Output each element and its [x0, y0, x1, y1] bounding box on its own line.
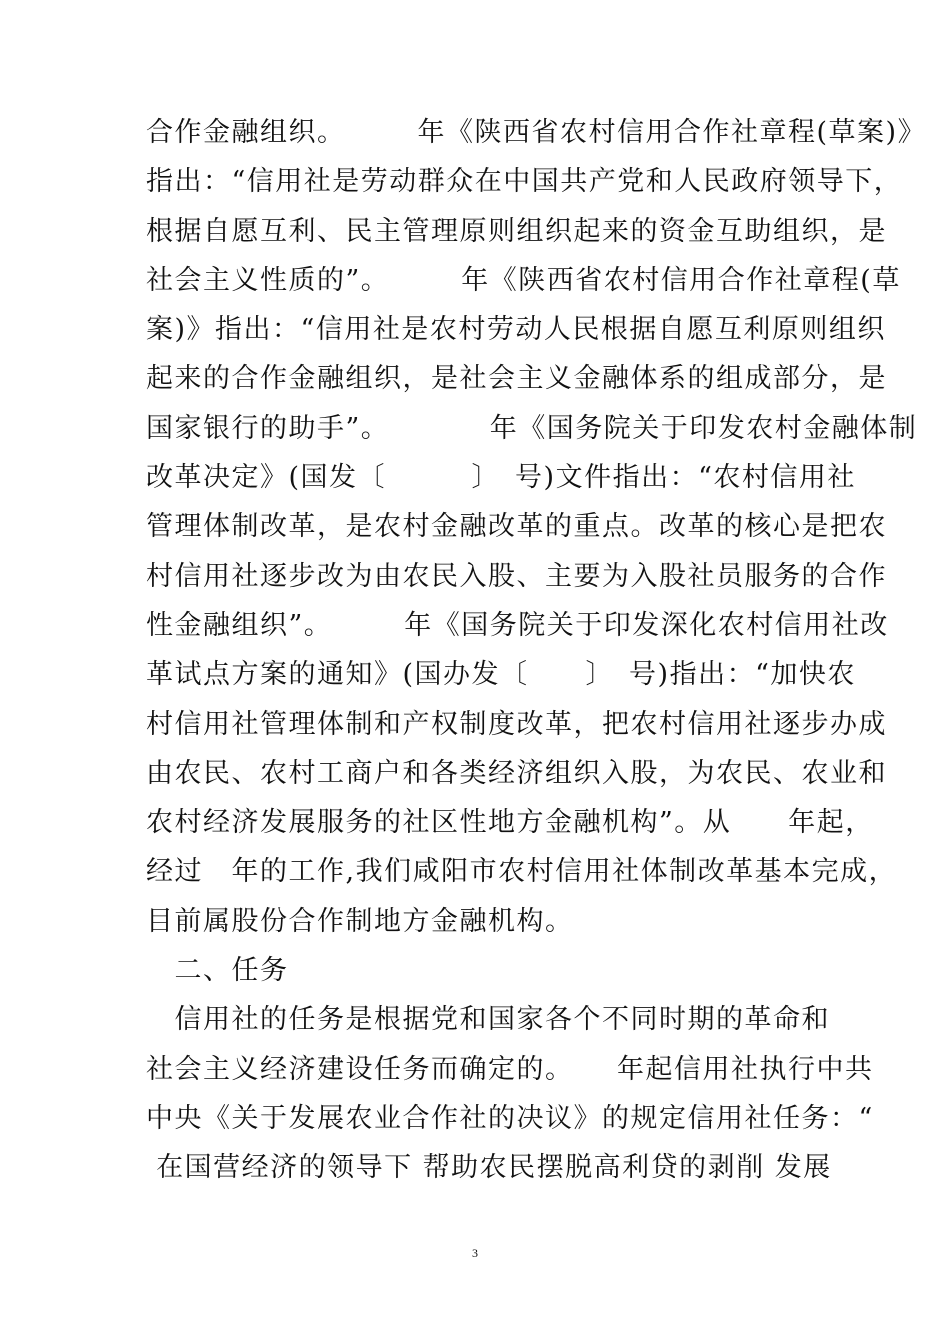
- text-line-12: 革试点方案的通知》(国办发〔 〕 号)指出：“加快农: [146, 659, 856, 691]
- text-line-9: 管理体制改革，是农村金融改革的重点。改革的核心是把农: [146, 511, 887, 543]
- text-line-3: 根据自愿互利、民主管理原则组织起来的资金互助组织，是: [146, 215, 887, 247]
- text-line-1: 合作金融组织。 年《陕西省农村信用合作社章程(草案)》: [146, 117, 927, 148]
- text-line-17: 目前属股份合作制地方金融机构。: [146, 905, 574, 937]
- text-line-6: 起来的合作金融组织，是社会主义金融体系的组成部分，是: [146, 363, 887, 395]
- text-line-4: 社会主义性质的”。 年《陕西省农村信用合作社章程(草: [146, 264, 901, 296]
- text-line-14: 由农民、农村工商户和各类经济组织入股，为农民、农业和: [146, 757, 887, 789]
- body-text: [146, 108, 927, 1193]
- text-line-5: 案)》指出：“信用社是农村劳动人民根据自愿互利原则组织: [146, 314, 886, 346]
- text-line-7: 国家银行的助手”。 年《国务院关于印发农村金融体制: [146, 412, 918, 444]
- text-line-19: 信用社的任务是根据党和国家各个不同时期的革命和: [146, 1004, 830, 1036]
- text-line-15: 农村经济发展服务的社区性地方金融机构”。从 年起，: [146, 807, 874, 839]
- text-line-16: 经过 年的工作,我们咸阳市农村信用社体制改革基本完成，: [146, 856, 898, 888]
- text-line-10: 村信用社逐步改为由农民入股、主要为入股社员服务的合作: [146, 560, 887, 592]
- text-line-2: 指出：“信用社是劳动群众在中国共产党和人民政府领导下，: [146, 166, 903, 198]
- page-number: 3: [472, 1246, 478, 1260]
- text-line-13: 村信用社管理体制和产权制度改革，把农村信用社逐步办成: [146, 708, 887, 740]
- text-line-20: 社会主义经济建设任务而确定的。 年起信用社执行中共: [146, 1053, 874, 1085]
- text-line-21: 中央《关于发展农业合作社的决议》的规定信用社任务：“: [146, 1102, 874, 1134]
- text-line-11: 性金融组织”。 年《国务院关于印发深化农村信用社改: [146, 609, 889, 641]
- section-heading: 二、任务: [146, 955, 289, 987]
- text-line-8: 改革决定》(国发〔 〕 号)文件指出：“农村信用社: [146, 462, 856, 494]
- text-line-22: 在国营经济的领导下 帮助农民摆脱高利贷的剥削 发展: [146, 1152, 832, 1184]
